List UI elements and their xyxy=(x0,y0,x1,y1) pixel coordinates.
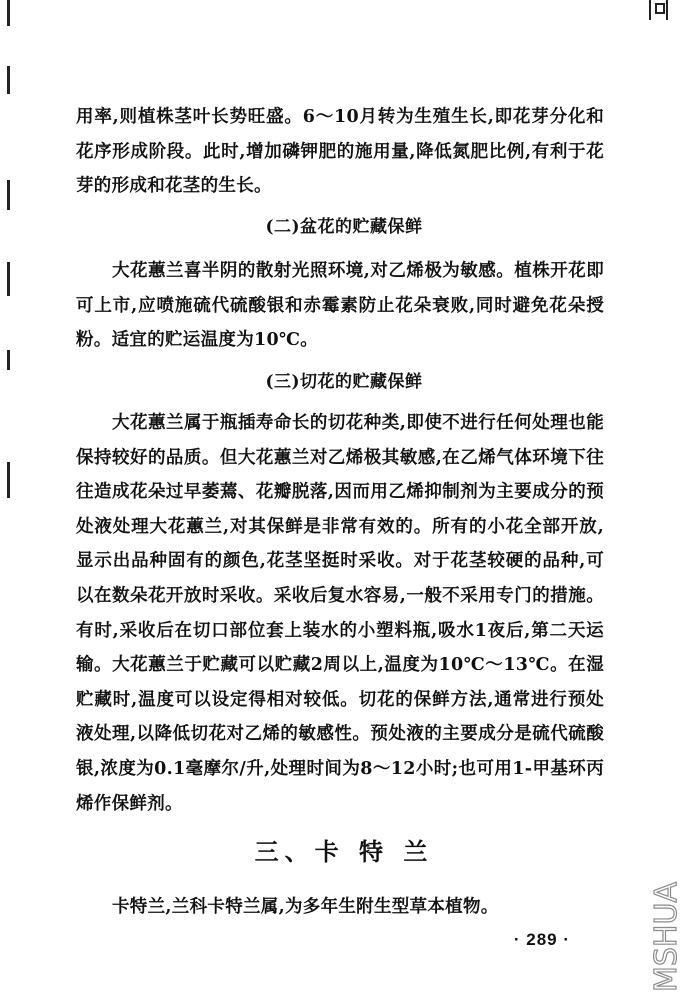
paragraph-1: 用率,则植株茎叶长势旺盛。6～10月转为生殖生长,即花芽分化和花序形成阶段。此时,增加磷钾肥的施用量,降低氮肥比例,有利于花芽的形成和花茎的生长。 xyxy=(76,107,604,197)
scan-edge-mark xyxy=(7,0,10,26)
subheading-potted-flower-storage: (二)盆花的贮藏保鲜 xyxy=(265,217,423,237)
corner-scan-mark-icon xyxy=(648,0,670,24)
paragraph-3: 大花蕙兰属于瓶插寿命长的切花种类,即使不进行任何处理也能保持较好的品质。但大花蕙兰对乙烯极其敏感,在乙烯气体环境下往往造成花朵过早萎蔫、花瓣脱落,因而用乙烯抑制剂为主要成分的预处液处理大花蕙兰,对其保鲜是非常有效的。所有的小花全部开放,显示出品种固有的颜色,花茎坚挺时采收。对于花茎较硬的品种,可以在数朵花开放时采收。采收后复水容易,一般不采用专门的措施。有时,采收后在切口部位套上装水的小塑料瓶,吸水1夜后,第二天运输。大花蕙兰于贮藏可以贮藏2周以上,温度为10℃～13℃。在湿贮藏时,温度可以设定得相对较低。切花的保鲜方法,通常进行预处液处理,以降低切花对乙烯的敏感性。预处液的主要成分是硫代硫酸银,浓度为0.1毫摩尔/升,处理时间为8～12小时;也可用1-甲基环丙烯作保鲜剂。 xyxy=(76,413,604,814)
scan-edge-mark xyxy=(7,180,10,210)
page-number: · 289 · xyxy=(513,930,570,949)
paragraph-2: 大花蕙兰喜半阴的散射光照环境,对乙烯极为敏感。植株开花即可上市,应喷施硫代硫酸银和赤霉素防止花朵衰败,同时避免花朵授粉。适宜的贮运温度为10℃。 xyxy=(76,261,604,351)
scan-edge-mark xyxy=(7,262,10,296)
scan-edge-mark xyxy=(7,462,10,498)
svg-text:MSHUA: MSHUA xyxy=(649,882,684,992)
paragraph-4: 卡特兰,兰科卡特兰属,为多年生附生型草本植物。 xyxy=(112,897,499,917)
scan-edge-mark xyxy=(7,66,10,94)
section-heading-cattleya: 三、卡 特 兰 xyxy=(254,837,434,866)
watermark-logo-icon xyxy=(640,862,684,996)
subheading-cut-flower-storage: (三)切花的贮藏保鲜 xyxy=(265,372,423,392)
